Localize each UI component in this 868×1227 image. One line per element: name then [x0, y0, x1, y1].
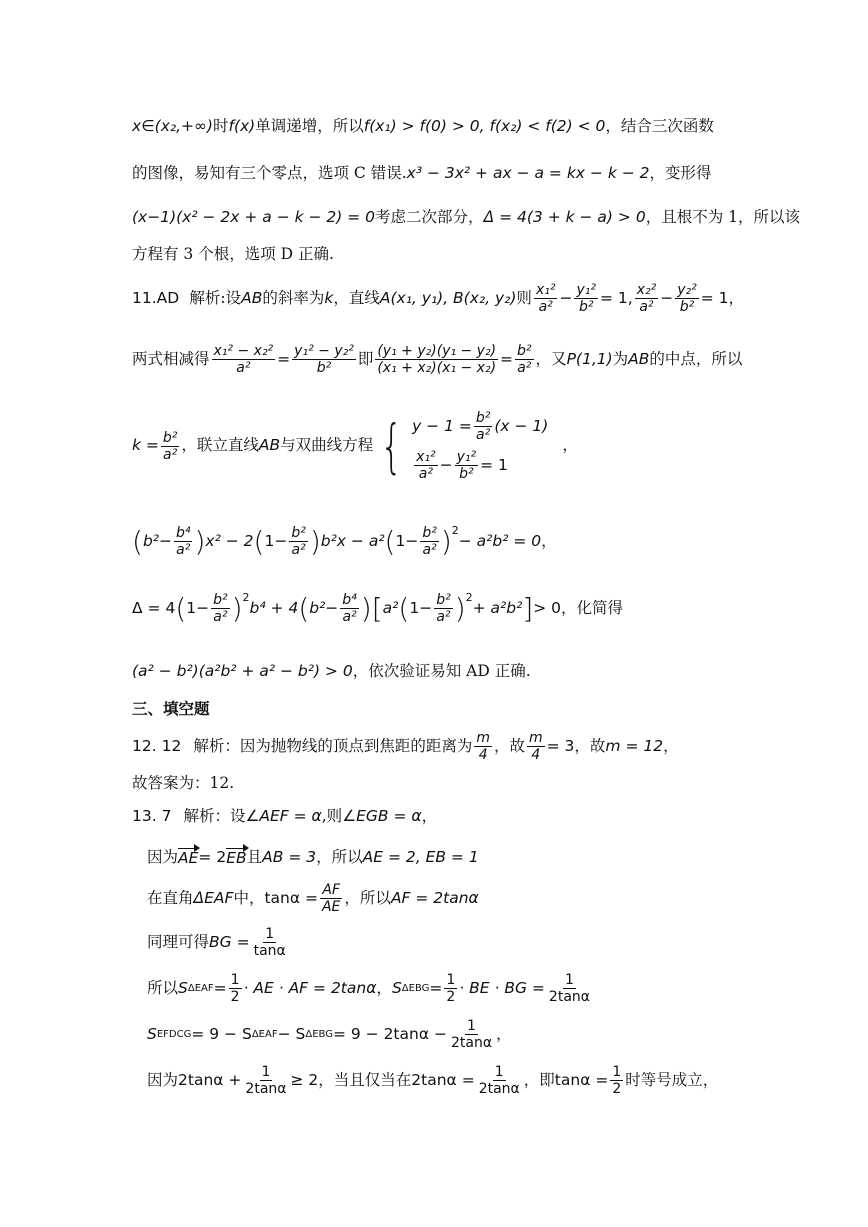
text: ，依次验证易知 AD 正确. — [352, 662, 531, 680]
math-expr: b²x − a² — [320, 531, 385, 550]
math-expr: AB = 3 — [262, 848, 317, 866]
text: ， — [541, 531, 557, 550]
math-expr: x³ − 3x² + ax − a = kx − k − 2 — [406, 164, 650, 182]
text: ， — [421, 807, 438, 825]
text: ， — [376, 978, 392, 997]
math-expr: A(x₁, y₁), B(x₂, y₂) — [379, 288, 517, 307]
answer-label: 12. 12 — [132, 736, 182, 755]
text: ，结合三次函数 — [605, 117, 714, 135]
fraction: $\frac{\text{y₂²}}{\text{b²}}$ — [677, 282, 697, 316]
text: 时 — [212, 117, 229, 135]
text-line-19: S EFDCG = 9 − S ΔEAF − S ΔEBG = 9 − 2tanα − $\frac{1}{2\tan\alpha}$ ， — [147, 1018, 512, 1052]
math-expr: f(x) — [228, 117, 256, 135]
text-line-1 — [132, 118, 744, 136]
fraction: $\frac{\text{y₁²}}{\text{b²}}$ — [576, 282, 596, 316]
math-expr: (a² − b²)(a²b² + a² − b²) > 0 — [132, 662, 353, 680]
text: ，即 — [523, 1070, 555, 1089]
text: 即 — [357, 349, 374, 368]
text-line-10 — [132, 663, 744, 681]
text: 因为 — [147, 1070, 179, 1089]
math-expr: tanα = — [264, 888, 318, 907]
text: ，当且仅当在 — [318, 1070, 412, 1089]
math-expr: AB — [258, 436, 281, 455]
math-expr: = 2 — [198, 848, 227, 866]
math-expr: P(1,1) — [566, 349, 613, 368]
math-expr: m = 12 — [605, 736, 664, 755]
math-expr: k = — [132, 436, 159, 455]
math-expr: AE = 2, EB = 1 — [362, 848, 479, 866]
text: 解析：因为抛物线的顶点到焦距的距离为 — [193, 736, 473, 755]
math-expr: Δ = 4(3 + k − a) > 0 — [483, 208, 646, 226]
text: 方程有 3 个根，选项 D 正确. — [132, 245, 334, 263]
answer-label: 13. 7 — [132, 807, 172, 825]
math-expr: > 0 — [533, 598, 562, 617]
math-expr: x² − 2 — [205, 531, 254, 550]
fraction: $\frac{\text{x₁²}}{\text{a²}}$ — [535, 282, 556, 316]
vector-eb: EB — [226, 849, 247, 867]
text: 时等号成立， — [625, 1070, 719, 1089]
math-expr: (x−1)(x² − 2x + a − k − 2) = 0 — [132, 208, 376, 226]
text: 故答案为：12. — [132, 774, 235, 792]
text-line-4 — [132, 246, 744, 264]
text-line-18: 所以 S ΔEAF = $\frac{1}{2}$ · AE · AF = 2tanα ， S ΔEBG = $\frac{1}{2}$ · BE · BG = $\frac{1}{2\tan\alpha}$ — [147, 972, 590, 1006]
vector-ae: AE — [178, 849, 199, 867]
math-expr: = 1, — [599, 288, 633, 307]
text: ，故 — [493, 736, 525, 755]
math-expr: ∠EGB = α — [342, 807, 422, 825]
text: 为 — [612, 349, 629, 368]
math-expr: b⁴ + 4 — [249, 598, 299, 617]
text: 在直角 — [147, 888, 194, 907]
answer-label: 11.AD — [132, 288, 180, 307]
math-expr: AB — [241, 288, 263, 307]
text: 中， — [233, 888, 265, 907]
math-expr: · BE · BG = — [459, 978, 545, 997]
math-expr: ∠AEF = α — [245, 807, 322, 825]
math-expr: AF = 2tanα — [390, 888, 479, 907]
text: ， — [663, 736, 679, 755]
text: 且 — [246, 848, 263, 866]
math-expr: + a²b² — [472, 598, 523, 617]
text: 考虑二次部分， — [375, 208, 484, 226]
fraction: $\frac{\text{x₁² − x₂²}}{\text{a²}}$ — [213, 343, 274, 377]
math-expr: k — [324, 288, 334, 307]
text: 则 — [516, 288, 532, 307]
text: 同理可得 — [147, 932, 210, 951]
text: 因为 — [147, 848, 179, 866]
math-expr: AB — [628, 349, 650, 368]
math-expr: BG = — [209, 932, 250, 951]
text-line-12: 12. 12 解析：因为抛物线的顶点到焦距的距离为 $\frac{m}{4}$ ，故 $\frac{m}{4}$ = 3 ，故 m = 12 ， — [132, 730, 679, 764]
text: ，所以 — [316, 848, 363, 866]
text: ,则 — [321, 807, 343, 825]
text: ，所以 — [344, 888, 391, 907]
text: ，直线 — [333, 288, 380, 307]
fraction: $\frac{\text{b²}}{\text{a²}}$ — [162, 429, 178, 463]
text-line-17: 同理可得 BG = $\frac{1}{\tan\alpha}$ — [147, 926, 286, 960]
text: ，化简得 — [561, 598, 624, 617]
math-expr: x∈(x₂,+∞) — [132, 117, 213, 135]
fraction: $\frac{\text{x₂²}}{\text{a²}}$ — [636, 282, 657, 316]
text: 的斜率为 — [262, 288, 325, 307]
text-line-6: 两式相减得 $\frac{\text{x₁² − x₂²}}{\text{a²}}$ = $\frac{\text{y₁² − y₂²}}{\text{b²}}$ 即 $\frac{\text{(y₁ + y₂)(y₁ − y₂)}}{\text{(x₁ + x₂)(x₁ − x₂)}}$ = $\frac{\text{b²}}{\text{a²}}$ ，又 P(1,1) 为 AB 的中点，所以 — [132, 343, 743, 377]
fraction: $\frac{\text{b²}}{\text{a²}}$ — [517, 343, 532, 377]
text-line-9: Δ = 4 ( 1− $\frac{\text{b²}}{\text{a²}}$ ) 2 b⁴ + 4 ( b²− $\frac{\text{b⁴}}{\text{a²}}$ ) [ a² ( 1− $\frac{\text{b²}}{\text{a²}}$ ) 2 + a²b² ] > 0 ，化简得 — [132, 591, 624, 626]
text-line-14 — [132, 808, 744, 826]
text: ，且根不为 1，所以该 — [645, 208, 800, 226]
text: 单调递增，所以 — [255, 117, 364, 135]
math-expr: = 1 — [700, 288, 729, 307]
math-expr: · AE · AF = 2tanα — [243, 978, 377, 997]
text-line-15 — [147, 848, 759, 868]
text: ，故 — [574, 736, 606, 755]
math-expr: ΔEAF — [193, 888, 234, 907]
text-line-8: ( b²− $\frac{\text{b⁴}}{\text{a²}}$ ) x² − 2 ( 1− $\frac{\text{b²}}{\text{a²}}$ ) b²x − a² ( 1− $\frac{\text{b²}}{\text{a²}}$ ) 2 − a²b² = 0 ， — [132, 524, 557, 559]
text-line-16: 在直角 ΔEAF 中， tanα = $\frac{AF}{AE}$ ，所以 AF = 2tanα — [147, 882, 479, 916]
text: ，联立直线 — [181, 436, 259, 455]
text-line-3 — [132, 208, 800, 227]
math-expr: Δ = 4 — [132, 598, 176, 617]
text-line-13 — [132, 775, 744, 793]
text: 与双曲线方程 — [280, 436, 374, 455]
section-heading: 三、填空题 — [132, 699, 210, 718]
text: ，又 — [535, 349, 567, 368]
fraction: $\frac{\text{y₁² − y₂²}}{\text{b²}}$ — [294, 343, 354, 377]
text-line-20: 因为 2tanα + $\frac{1}{2\tan\alpha}$ ≥ 2 ，当且仅当在 2tanα = $\frac{1}{2\tan\alpha}$ ，即 tanα = $\frac{1}{2}$ 时等号成立， — [147, 1064, 719, 1098]
text-line-7 — [132, 410, 744, 482]
text: 所以 — [147, 978, 179, 997]
text: ， — [496, 1024, 512, 1043]
text-line-2 — [132, 165, 744, 183]
text-line-5: 11.AD 解析:设 AB 的斜率为 k ，直线 A(x₁, y₁), B(x₂, y₂) 则 $\frac{\text{x₁²}}{\text{a²}}$ − $\frac{\text{y₁²}}{\text{b²}}$ = 1, $\frac{\text{x₂²}}{\text{a²}}$ − $\frac{\text{y₂²}}{\text{b²}}$ = 1 ， — [132, 282, 744, 316]
text: ， — [728, 288, 744, 307]
math-expr: − a²b² = 0 — [458, 531, 542, 550]
text: 两式相减得 — [132, 349, 210, 368]
equation-system: { y − 1 = $\frac{\text{b²}}{\text{a²}}$ (x − 1) $\frac{\text{x₁²}}{\text{a²}}$ − $\frac{\text{y₁²}}{\text{b²}}$ = 1 — [380, 410, 549, 483]
text: ，变形得 — [649, 164, 712, 182]
math-expr: f(x₁) > f(0) > 0, f(x₂) < f(2) < 0 — [363, 117, 606, 135]
text: 解析：设 — [183, 807, 246, 825]
math-expr: = 3 — [546, 736, 575, 755]
text: 的图像，易知有三个零点，选项 C 错误. — [132, 164, 407, 182]
text: 的中点，所以 — [649, 349, 743, 368]
fraction: $\frac{\text{(y₁ + y₂)(y₁ − y₂)}}{\text{(x₁ + x₂)(x₁ − x₂)}}$ — [377, 343, 497, 377]
text: 解析:设 — [189, 288, 242, 307]
text: ， — [562, 436, 578, 455]
